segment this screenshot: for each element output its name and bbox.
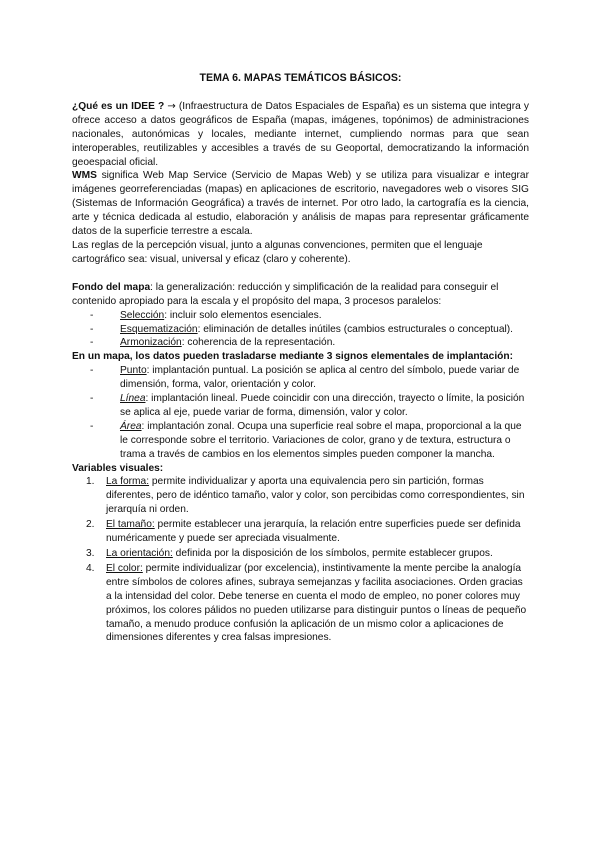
- signos-heading-text: En un mapa, los datos pueden trasladarse mediante 3 signos elementales de implantación:: [72, 351, 514, 363]
- item-text: : incluir solo elementos esenciales.: [164, 309, 322, 321]
- item-term: El color:: [106, 562, 143, 574]
- idee-question: ¿Qué es un IDEE ?: [72, 100, 165, 112]
- item-term: Línea: [120, 393, 146, 405]
- page-title: TEMA 6. MAPAS TEMÁTICOS BÁSICOS:: [199, 72, 402, 84]
- item-text: : implantación lineal. Puede coincidir con una dirección, trayecto o límite, la posición se aplica al eje, puede variar de forma, dimensión, valor y color.: [120, 393, 525, 418]
- signos-list: [72, 364, 529, 461]
- fondo-text: : la generalización: reducción y simplificación de la realidad para conseguir el contenido apropiado para la escala y el propósito del mapa, 3 procesos paralelos:: [72, 281, 499, 307]
- fondo-term: Fondo del mapa: [72, 281, 151, 293]
- variables-heading: [72, 462, 529, 476]
- variables-heading-text: Variables visuales:: [72, 462, 164, 474]
- list-item: [120, 323, 529, 337]
- item-term: Selección: [120, 309, 165, 321]
- list-item: [120, 420, 529, 462]
- item-term: Punto: [120, 365, 147, 377]
- reglas-paragraph: Las reglas de la percepción visual, junto a algunas convenciones, permiten que el lenguaje cartográfico sea: visual, universal y eficaz (claro y coherente).: [72, 239, 483, 265]
- list-item: [86, 518, 529, 546]
- item-text: : coherencia de la representación.: [181, 337, 336, 349]
- list-item: [120, 309, 529, 323]
- wms-paragraph: [72, 169, 529, 239]
- fondo-list: [72, 309, 529, 351]
- list-item: [120, 364, 529, 392]
- wms-term: WMS: [72, 170, 97, 182]
- idee-paragraph: [72, 100, 529, 170]
- document-page: [72, 72, 529, 646]
- list-item: [86, 475, 529, 517]
- item-number: 1.: [86, 476, 95, 488]
- item-text: definida por la disposición de los símbolos, permite establecer grupos.: [172, 548, 493, 559]
- item-term: La orientación:: [106, 548, 173, 559]
- item-text: : eliminación de detalles inútiles (cambios estructurales o conceptual).: [197, 323, 513, 335]
- list-item: [120, 336, 529, 350]
- item-term: Armonización: [120, 337, 182, 349]
- wms-text: significa Web Map Service (Servicio de Mapas Web) y se utiliza para visualizar e integrar imágenes georreferenciadas (mapas) en aplicaciones de escritorio, navegadores web o visores SIG (Sistemas de Información Geográfica) a través de internet. Por otro lado, la cartografía es la ciencia, arte y técnica dedicada al estudio, elaboración y análisis de mapas para representar gráficamente datos de la superficie terrestre a escala.: [72, 170, 529, 238]
- item-term: Área: [120, 420, 142, 432]
- list-item: [120, 392, 529, 420]
- item-text: permite establecer una jerarquía, la relación entre superficies puede ser definida numéricamente y puede ser apreciada visualmente.: [106, 519, 521, 545]
- list-item: [86, 547, 529, 561]
- idee-text: (Infraestructura de Datos Espaciales de España) es un sistema que integra y ofrece acceso a datos geográficos de España (mapas, imágenes, topónimos) de administraciones nacionales, autonómicas y locales, mediante internet, cumpliendo normas para que sean interoperables, reutilizables y accesibles a través de su Geoportal, democratizando la información geoespacial oficial.: [72, 100, 529, 168]
- item-term: Esquematización: [120, 323, 198, 335]
- item-text: permite individualizar (por excelencia), instintivamente la mente percibe la analogía entre símbolos de colores afines, subraya semejanzas y facilita asociaciones. Orden gracias a la intensidad del color. Debe tenerse en cuenta el modo de empleo, no poner colores muy próximos, los colores pálidos no pueden utilizarse para distinguir puntos o líneas de pequeño tamaño, a menudo produce confusión la aplicación de un mismo color a aplicaciones de dimensiones diferentes y crea falsas impresiones.: [106, 562, 527, 644]
- arrow-icon: →: [167, 100, 176, 112]
- fondo-paragraph: [72, 281, 529, 309]
- item-text: permite individualizar y aporta una equivalencia pero sin partición, formas diferentes, pero de idéntico tamaño, valor y color, son percibidas como correspondientes, sin jerarquía ni orden.: [106, 476, 525, 516]
- signos-heading: [72, 350, 529, 364]
- item-number: 3.: [86, 548, 95, 559]
- item-text: : implantación puntual. La posición se aplica al centro del símbolo, puede variar de dimensión, forma, valor, orientación y color.: [120, 365, 520, 391]
- variables-list: [72, 475, 529, 645]
- item-term: La forma:: [106, 476, 150, 488]
- item-number: 4.: [86, 562, 95, 574]
- item-term: El tamaño:: [106, 519, 155, 531]
- item-number: 2.: [86, 519, 95, 531]
- list-item: [86, 562, 529, 645]
- item-text: : implantación zonal. Ocupa una superficie real sobre el mapa, proporcional a la que le corresponde sobre el territorio. Variaciones de color, grano y de textura, estructura o trama a través de cambios en los elementos simples pueden componer la mancha.: [120, 420, 522, 460]
